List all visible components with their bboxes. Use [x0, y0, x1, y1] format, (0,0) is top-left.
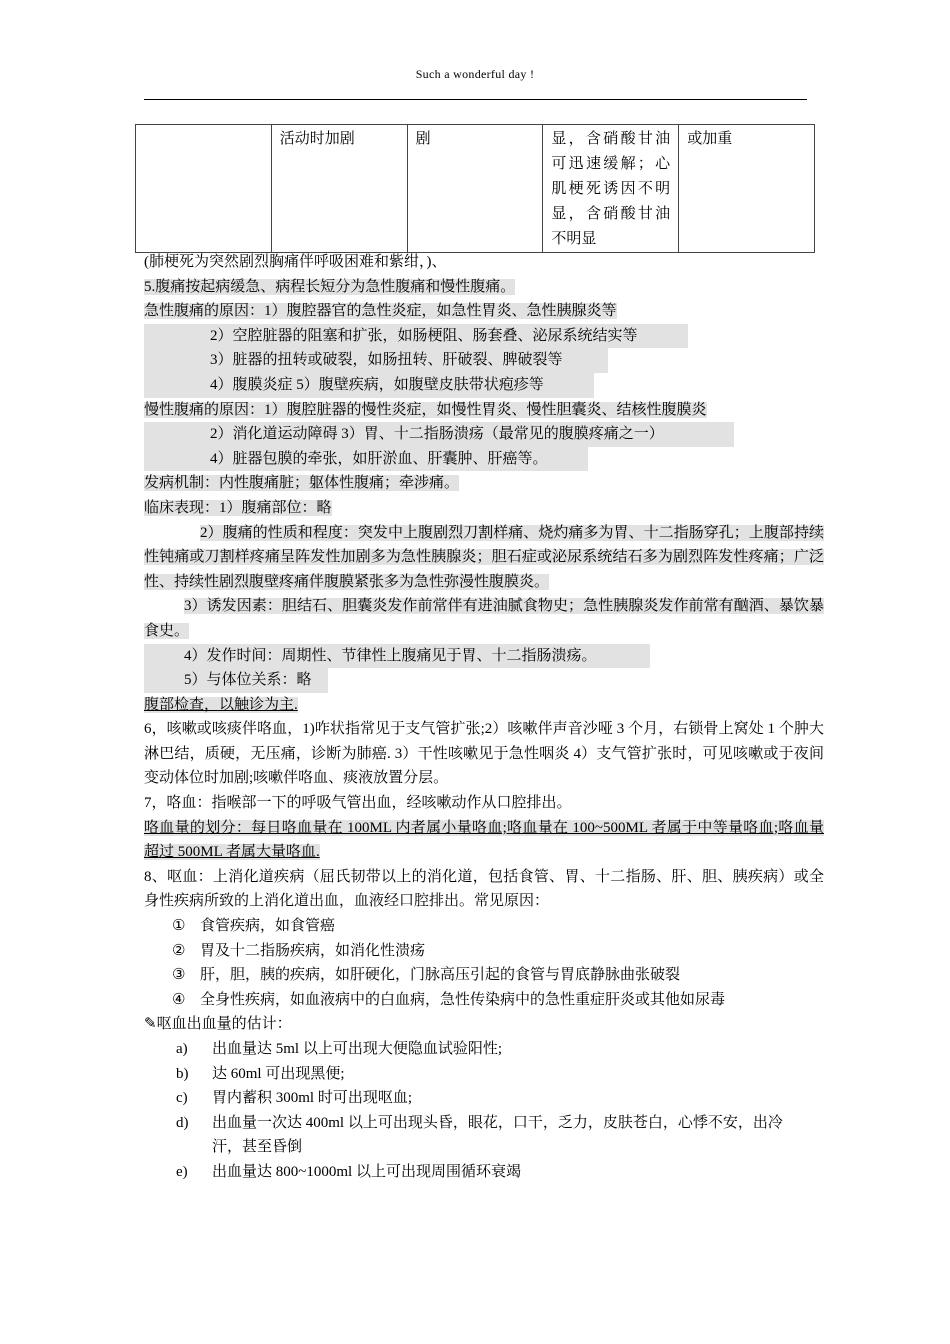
list-item — [144, 1062, 824, 1087]
list-item — [144, 1037, 824, 1062]
list-marker: ④ — [172, 991, 186, 1008]
list-item — [144, 1111, 824, 1160]
list-item-text: 出血量达 800~1000ml 以上可出现周围循环衰竭 — [212, 1163, 521, 1180]
paragraph: (肺梗死为突然剧烈胸痛伴呼吸困难和紫绀，)、 — [144, 254, 447, 270]
paragraph: 急性腹痛的原因：1）腹腔器官的急性炎症，如急性胃炎、急性胰腺炎等 — [144, 303, 617, 320]
paragraph: 临床表现：1）腹痛部位：略 — [144, 499, 332, 516]
list-item — [144, 988, 824, 1013]
table-cell: 或加重 — [679, 125, 815, 253]
list-marker: a) — [176, 1041, 188, 1057]
paragraph: 5）与体位关系：略 — [184, 672, 312, 689]
paragraph: 5.腹痛按起病缓急、病程长短分为急性腹痛和慢性腹痛。 — [144, 278, 516, 295]
list-item-text: 出血量一次达 400ml 以上可出现头昏，眼花，口干，乏力，皮肤苍白，心悸不安，出冷汗，甚至昏倒 — [212, 1114, 783, 1156]
paragraph: 慢性腹痛的原因：1）腹腔脏器的慢性炎症，如慢性胃炎、慢性胆囊炎、结核性腹膜炎 — [144, 401, 707, 418]
paragraph: 2）空腔脏器的阻塞和扩张，如肠梗阻、肠套叠、泌尿系统结实等 — [210, 327, 638, 344]
list-item — [144, 914, 824, 939]
list-item-text: 出血量达 5ml 以上可出现大便隐血试验阳性; — [212, 1041, 503, 1057]
paragraph: 2）消化道运动障碍 3）胃、十二指肠溃疡（最常见的腹膜疼痛之一） — [210, 426, 664, 443]
table-cell: 活动时加剧 — [271, 125, 407, 253]
list-item-text: 胃及十二指肠疾病，如消化性溃疡 — [200, 942, 426, 959]
page-header: Such a wonderful day ! — [415, 67, 535, 81]
header-rule — [144, 99, 807, 100]
list-item-text: 达 60ml 可出现黑便; — [212, 1065, 345, 1082]
list-marker: ① — [172, 918, 186, 935]
list-item-text: 全身性疾病，如血液病中的白血病，急性传染病中的急性重症肝炎或其他如尿毒 — [200, 991, 726, 1008]
table-row — [136, 125, 815, 253]
list-item-text: 胃内蓄积 300ml 时可出现呕血; — [212, 1090, 413, 1107]
list-item-text: 食管疾病，如食管癌 — [200, 918, 336, 935]
paragraph: 2）腹痛的性质和程度：突发中上腹剧烈刀割样痛、烧灼痛多为胃、十二指肠穿孔；上腹部持续性钝痛或刀割样疼痛呈阵发性加剧多为急性胰腺炎；胆石症或泌尿系统结石多为剧烈阵发性疼痛；广泛性、持续性剧烈腹壁疼痛伴腹膜紧张多为急性弥漫性腹膜炎。 — [144, 524, 824, 590]
list-item — [144, 963, 824, 988]
list-item — [144, 1086, 824, 1111]
list-marker: c) — [176, 1090, 188, 1107]
paragraph: 7，咯血：指喉部一下的呼吸气管出血，经咳嗽动作从口腔排出。 — [144, 795, 572, 812]
paragraph: 发病机制：内性腹痛脏；躯体性腹痛；牵涉痛。 — [144, 475, 460, 492]
list-marker: b) — [176, 1065, 189, 1082]
paragraph: 4）脏器包膜的牵张，如肝淤血、肝囊肿、肝癌等。 — [210, 450, 548, 467]
table-cell — [136, 125, 272, 253]
paragraph: 咯血量的划分：每日咯血量在 100ML 内者属小量咯血;咯血量在 100~500ML 者属于中等量咯血;咯血量超过 500ML 者属大量咯血. — [144, 819, 824, 861]
paragraph: 6，咳嗽或咳痰伴咯血，1)咋状指常见于支气管扩张;2）咳嗽伴声音沙哑 3 个月，右锁骨上窝处 1 个肿大淋巴结，质硬，无压痛，诊断为肺癌. 3）干性咳嗽见于急性咽炎 4）支气管扩张时，可见咳嗽或于夜间变动体位时加剧;咳嗽伴咯血、痰液放置分层。 — [144, 721, 824, 787]
list-marker: ② — [172, 942, 186, 959]
paragraph: 3）脏器的扭转或破裂，如肠扭转、肝破裂、脾破裂等 — [210, 352, 563, 369]
list-item — [144, 939, 824, 964]
list-marker: d) — [176, 1114, 189, 1131]
paragraph: 4）发作时间：周期性、节律性上腹痛见于胃、十二指肠溃疡。 — [184, 647, 597, 664]
document-body — [144, 250, 824, 1185]
table-cell: 显，含硝酸甘油可迅速缓解；心肌梗死诱因不明显，含硝酸甘油不明显 — [543, 125, 679, 253]
paragraph: 8、呕血：上消化道疾病（屈氏韧带以上的消化道，包括食管、胃、十二指肠、肝、胆、胰疾病）或全身性疾病所致的上消化道出血，血液经口腔排出。常见原因： — [144, 868, 824, 910]
list-marker: ③ — [172, 967, 186, 984]
list-marker: e) — [176, 1163, 188, 1180]
comparison-table-fragment — [135, 124, 815, 253]
paragraph: 3）诱发因素：胆结石、胆囊炎发作前常伴有进油腻食物史；急性胰腺炎发作前常有酗酒、暴饮暴食史。 — [144, 598, 824, 639]
table-cell: 剧 — [407, 125, 543, 253]
list-item — [144, 1160, 824, 1185]
paragraph: ✎呕血出血量的估计： — [144, 1016, 292, 1033]
paragraph: 4）腹膜炎症 5）腹壁疾病，如腹壁皮肤带状疱疹等 — [210, 376, 544, 393]
paragraph: 腹部检查，以触诊为主. — [144, 696, 298, 713]
list-item-text: 肝，胆，胰的疾病，如肝硬化，门脉高压引起的食管与胃底静脉曲张破裂 — [200, 967, 681, 984]
